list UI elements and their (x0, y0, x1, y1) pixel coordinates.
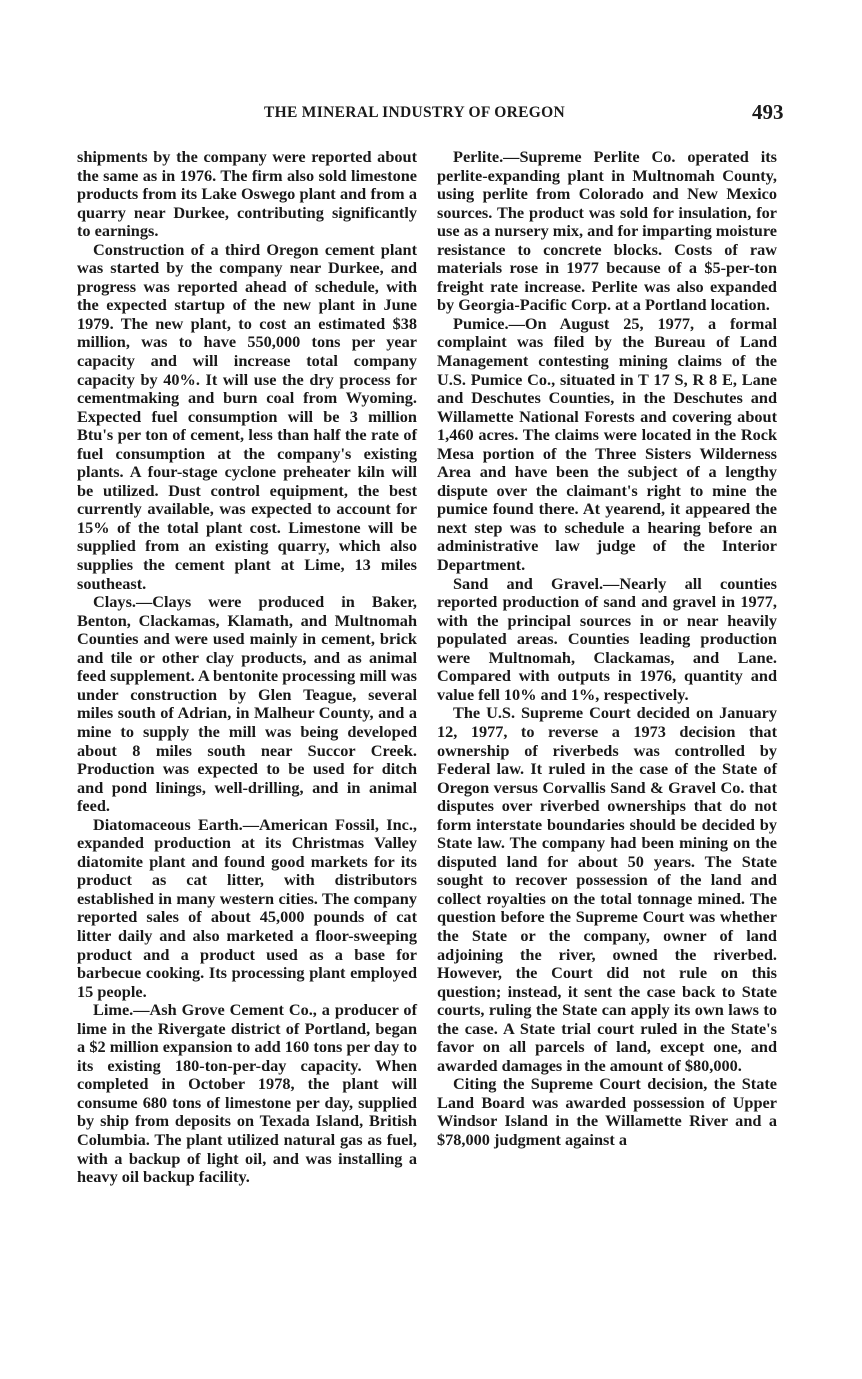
paragraph-text: The U.S. Supreme Court decided on January 12, 1977, to reverse a 1973 decision that ownership of riverbeds was controlled by Federal law. It ruled in the case of the State of Oregon versus Corvallis Sand & Gravel Co. that disputes over riverbed ownerships that do not form interstate boundaries should be decided by State law. The company had been mining on the disputed land for about 50 years. The State sought to recover possession of the land and collect royalties on the total tonnage mined. The question before the Supreme Court was whether the State or the company, owner of land adjoining the river, owned the riverbed. However, the Court did not rule on this question; instead, it sent the case back to State courts, ruling the State can apply its own laws to the case. A State trial court ruled in the State's favor on all parcels of land, except one, and awarded damages in the amount of $80,000. (437, 703, 777, 1075)
page-number: 493 (752, 100, 784, 124)
paragraph (437, 1075, 777, 1149)
running-header-title: THE MINERAL INDUSTRY OF OREGON (264, 104, 565, 121)
paragraph-heading: Sand and Gravel.— (453, 573, 620, 593)
paragraph-text: Citing the Supreme Court decision, the State Land Board was awarded possession of Upper Windsor Island in the Willamette River and a $78,000 judgment against a (437, 1074, 777, 1149)
paragraph-text: Construction of a third Oregon cement plant was started by the company near Durkee, and progress was reported ahead of schedule, with the expected startup of the new plant in June 1979. The new plant, to cost an estimated $38 million, was to have 550,000 tons per year capacity and will increase total company capacity by 40%. It will use the dry process for cementmaking and burn coal from Wyoming. Expected fuel consumption will be 3 million Btu's per ton of cement, less than half the rate of fuel consumption at the company's existing plants. A four-stage cyclone preheater kiln will be utilized. Dust control equipment, the best currently available, was expected to account for 15% of the total plant cost. Limestone will be supplied from an existing quarry, which also supplies the cement plant at Lime, 13 miles southeast. (77, 239, 417, 593)
left-column (77, 148, 417, 1187)
paragraph (77, 148, 417, 241)
paragraph-text: On August 25, 1977, a formal complaint was filed by the Bureau of Land Management contesting mining claims of the U.S. Pumice Co., situated in T 17 S, R 8 E, Lane and Deschutes Counties, in the Deschutes and Willamette National Forests and covering about 1,460 acres. The claims were located in the Rock Mesa portion of the Three Sisters Wilderness Area and have been the subject of a lengthy dispute over the claimant's right to mine the pumice found there. At yearend, it appeared the next step was to schedule a hearing before an administrative law judge of the Interior Department. (437, 313, 777, 575)
paragraph-heading: Perlite.— (453, 147, 520, 166)
paragraph-text: Nearly all counties reported production of sand and gravel in 1977, with the principal sources in or near heavily populated areas. Counties leading production were Multnomah, Clackamas, and Lane. Compared with outputs in 1976, quantity and value fell 10% and 1%, respectively. (437, 573, 777, 704)
paragraph (437, 575, 777, 705)
paragraph-heading: Pumice.— (453, 313, 525, 333)
paragraph (77, 1001, 417, 1186)
paragraph-text: shipments by the company were reported about the same as in 1976. The firm also sold limestone products from its Lake Oswego plant and from a quarry near Durkee, contributing significantly to earnings. (77, 147, 417, 241)
paragraph (437, 704, 777, 1075)
paragraph-heading: Diatomaceous Earth.— (93, 814, 260, 834)
paragraph (437, 148, 777, 315)
paragraph (77, 241, 417, 593)
paragraph-text: Ash Grove Cement Co., a producer of lime in the Rivergate district of Portland, began a $2 million expansion to add 160 tons per day to its existing 180-ton-per-day capacity. When completed in October 1978, the plant will consume 680 tons of limestone per day, supplied by ship from deposits on Texada Island, British Columbia. The plant utilized natural gas as fuel, with a backup of light oil, and was installing a heavy oil backup facility. (77, 1000, 417, 1187)
paragraph-heading: Lime.— (93, 1000, 150, 1020)
right-column (437, 148, 777, 1150)
paragraph-text: American Fossil, Inc., expanded production at its Christmas Valley diatomite plant and found good markets for its product as cat litter, with distributors established in many western cities. The company reported sales of about 45,000 pounds of cat litter daily and also marketed a floor-sweeping product and a product used as a base for barbecue cooking. Its processing plant employed 15 people. (77, 814, 417, 1001)
paragraph-text: Supreme Perlite Co. operated its perlite-expanding plant in Multnomah County, using perlite from Colorado and New Mexico sources. The product was sold for insulation, for use as a nursery mix, and for imparting moisture resistance to concrete blocks. Costs of raw materials rose in 1977 because of a $5-per-ton freight rate increase. Perlite was also expanded by Georgia-Pacific Corp. at a Portland location. (437, 147, 777, 315)
paragraph-heading: Clays.— (93, 592, 153, 612)
paragraph-text: Clays were produced in Baker, Benton, Clackamas, Klamath, and Multnomah Counties and were used mainly in cement, brick and tile or other clay products, and as animal feed supplement. A bentonite processing mill was under construction by Glen Teague, several miles south of Adrian, in Malheur County, and a mine to supply the mill was being developed about 8 miles south near Succor Creek. Production was expected to be used for ditch and pond linings, well-drilling, and in animal feed. (77, 592, 417, 816)
paragraph (77, 816, 417, 1001)
paragraph (77, 593, 417, 816)
paragraph (437, 315, 777, 575)
